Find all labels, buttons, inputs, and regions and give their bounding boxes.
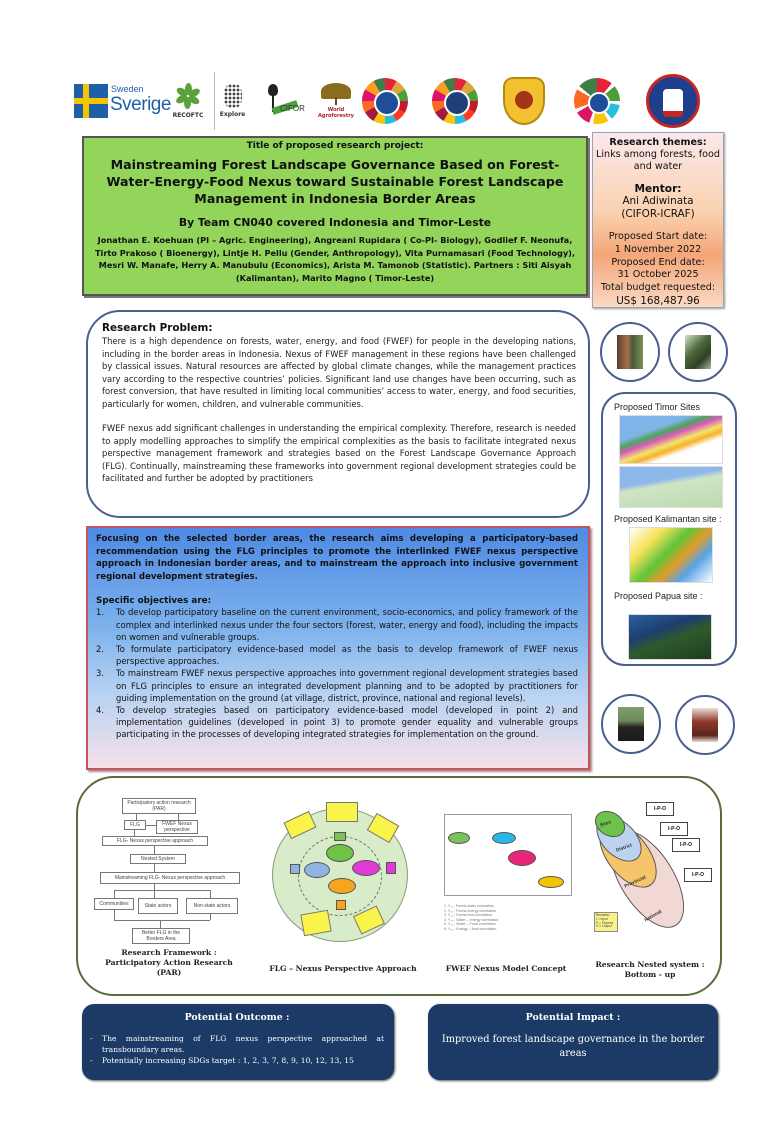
water-node (304, 862, 330, 878)
non-state-actors-box: Non-state actors (186, 898, 238, 914)
mentor-heading: Mentor: (634, 183, 682, 195)
sdg-ring-logo-1 (360, 72, 410, 130)
flg-caption: FLG – Nexus Perspective Approach (269, 964, 417, 973)
nested-caption: Research Nested system : Bottom - up (595, 960, 705, 979)
level-sites: Sites (599, 820, 612, 829)
team-members: Jonathan E. Koehuan (PI – Agric. Engineering), Angreani Rupidara ( Co-PI- Biology), Godlief F. Neonufa, Tirto Prakoso ( Bioenergy), Lintje H. Pellu (Gender, Anthropology), Vita Purnamasari (Food Technology), Mesri W. Manafe, Herry A. Manubulu (Economics), Arista M. Tamonob (Statistic). Partners : Siti Aisyah (Kalimantan), Marito Magno ( Timor-Leste) (94, 235, 576, 283)
sdg-ring-logo-2 (430, 72, 480, 130)
acacia-tree-icon (321, 83, 351, 99)
ipo-box-national: I-P-O (684, 868, 712, 882)
remarks-box: Remarks: I = Input P = Process O = Output (594, 912, 618, 932)
partner-logos (72, 72, 712, 130)
man-photo (618, 707, 644, 741)
food-node (328, 878, 356, 894)
objective-item: 4. To develop strategies based on participatory evidence-based model (developed in point 2) and implementation guidelines (developed in point 3) to promote gender equality and vulnerable groups participating in the processes of developing integrated strategies for implementation on the ground. (96, 705, 578, 740)
themes-text: Links among forests, food and water (596, 149, 720, 172)
objectives-list (96, 606, 578, 740)
research-problem-paragraph: There is a high dependence on forests, water, energy, and food (FWEF) for people in the developing nations, including in the border areas in Indonesia. Nexus of FWEF management in these regions have been challenged by classical issues. Natural resources are affected by global climate changes, while the management practices vary according to the respective countries’ policies. Significant land use changes have been occurring, such as forest conversion, that have resulted in limiting local communities’ access to water, energy, and food securities, particularly for women, children, and vulnerable communities. (102, 336, 576, 409)
cifor-logo: CIFOR (262, 72, 306, 130)
start-date-label: Proposed Start date: (608, 231, 708, 242)
flg-nexus-approach-box: FLG- Nexus perspective approach (102, 836, 208, 846)
outcome-item: - The mainstreaming of FLG nexus perspective approached at transboundary areas. (90, 1034, 384, 1054)
level-provincial: Provincial (624, 875, 647, 890)
flg-box: FLG (124, 820, 146, 830)
forest-ellipse (448, 832, 470, 844)
nested-system-diagram (590, 800, 710, 990)
budget-value: US$ 168,487.96 (616, 294, 700, 307)
forest-photo-1 (600, 322, 660, 382)
ipo-box-sites: I-P-O (646, 802, 674, 816)
sweden-logo-text: Sweden (111, 84, 144, 94)
explore-logo: Explore (214, 72, 250, 130)
potential-impact-box (428, 1004, 718, 1080)
sweden-flag-icon (74, 84, 108, 118)
level-district: District (615, 843, 633, 854)
impact-heading: Potential Impact : (525, 1012, 621, 1023)
shield-icon (503, 77, 545, 125)
research-problem-paragraph: FWEF nexus add significant challenges in understanding the empirical complexity. Therefore, research is needed to apply modelling approaches to simplify the empirical complexities as the basis to facilitate integrated nexus perspective management framework and strategies based on the Forest Landscape Governance Approach (FLG). Continually, mainstreaming these frameworks into government regional development strategies could be facilitated and further be adopted by practitioners (102, 423, 576, 483)
note-box (326, 802, 358, 822)
end-date-label: Proposed End date: (611, 256, 705, 268)
research-aim: Focusing on the selected border areas, the research aims developing a participatory-based recommendation using the FLG principles to promote the interlinked FWEF nexus perspective approach in Indonesian border areas, and to mainstream the approach into inclusive government regional development strategies. (96, 534, 578, 582)
jars-photo (692, 708, 718, 742)
outcome-list (90, 1033, 384, 1066)
energy-square (386, 862, 396, 874)
ipo-box-provincial: I-P-O (672, 838, 700, 852)
timor-map (619, 415, 723, 464)
water-ellipse (492, 832, 516, 844)
mainstreaming-box: Mainstreaming FLG- Nexus perspective approach (100, 872, 240, 884)
recoftc-flower-icon (175, 83, 201, 109)
water-square (290, 864, 300, 874)
person-photo (601, 694, 661, 754)
level-national: National (644, 909, 663, 924)
food-ellipse (538, 876, 564, 888)
objective-item: 3. To mainstream FWEF nexus perspective approaches into government regional development strategies based on FLG principles to ensure an integrated development planning and to be adopted by practitioners for guiding implementation on the ground (at village, district, province, national and regional levels). (96, 668, 578, 703)
project-title: Mainstreaming Forest Landscape Governance Based on Forest-Water-Energy-Food Nexus toward Sustainable Forest Landscape Management in Indonesia Border Areas (106, 157, 564, 206)
nested-system-box: Nested System (130, 854, 186, 864)
par-framework-diagram (94, 796, 262, 976)
outcome-item: - Potentially increasing SDGs target : 1, 2, 3, 7, 8, 9, 10, 12, 13, 15 (90, 1056, 354, 1065)
energy-node (352, 860, 380, 876)
research-problem-heading: Research Problem: (102, 322, 213, 334)
objectives-heading: Specific objectives are: (96, 596, 212, 607)
fwef-perspective-box: FWEF Nexus perspective (156, 820, 198, 834)
timor-sites-label: Proposed Timor Sites (614, 402, 701, 412)
aim-objectives-section (86, 526, 590, 770)
sweden-logo (72, 82, 171, 122)
ipo-box-district: I-P-O (660, 822, 688, 836)
research-problem-section (86, 310, 590, 518)
state-actors-box: State actors (138, 898, 178, 914)
sverige-logo-text: Sverige (110, 94, 171, 115)
forest-node (326, 844, 354, 862)
better-flg-box: Better FLG in the Borders Area (132, 928, 190, 944)
impact-text: Improved forest landscape governance in the border areas (441, 1034, 705, 1059)
themes-heading: Research themes: (609, 137, 707, 148)
explore-dots-icon (224, 84, 242, 108)
objective-item: 1. To develop participatory baseline on the current environment, socio-economics, and policy framework of the complex and interlinked nexus under the four sectors (forest, water, energy and food), including the impacts on women and vulnerable groups. (96, 607, 578, 642)
flg-nexus-diagram (268, 800, 418, 990)
par-box: Participatory action research (PAR) (122, 798, 196, 814)
kalimantan-map (629, 527, 713, 583)
papua-map (628, 614, 712, 660)
universidade-dili-logo (644, 72, 702, 130)
sdg-dots-logo (570, 72, 624, 130)
research-info-box (592, 132, 724, 308)
tree-photo (617, 335, 643, 369)
energy-ellipse (508, 850, 536, 866)
fwef-caption: FWEF Nexus Model Concept (445, 964, 567, 973)
world-agroforestry-logo: World Agroforestry (316, 72, 356, 130)
products-photo (675, 695, 735, 755)
team-line: By Team CN040 covered Indonesia and Timor-Leste (178, 216, 492, 229)
sdg-wheel-icon (362, 78, 408, 124)
proposed-sites-panel (601, 392, 737, 666)
recoftc-logo: RECOFTC (170, 72, 206, 130)
end-date: 31 October 2025 (617, 269, 699, 281)
sdg-dots-icon (574, 78, 620, 124)
outcome-heading: Potential Outcome : (184, 1012, 290, 1023)
correlation-legend: 1. Y₁₂ ; Forest-water correlation 2. Y₁₃ ; Forest-energy correlation 3. Y₁₄ ; Forest-food correlation 4. Y₂₃ ; Water – energy correlation 5. Y₂₄ ; Water – Food correlation 6. Y₃₄ ; Energy – food correlation (444, 904, 499, 931)
mentor-org: (CIFOR-ICRAF) (621, 208, 695, 220)
budget-label: Total budget requested: (600, 282, 716, 294)
forest-square (334, 832, 346, 841)
book-seal-icon (646, 74, 700, 128)
food-square (336, 900, 346, 910)
fwef-model-diagram (442, 814, 574, 994)
papua-site-label: Proposed Papua site : (614, 591, 703, 601)
universitas-cenderawasih-logo (500, 72, 548, 130)
potential-outcome-box (82, 1004, 394, 1080)
tree-photo (685, 335, 711, 369)
title-label: Title of proposed research project: (246, 141, 424, 151)
start-date: 1 November 2022 (614, 243, 702, 255)
kalimantan-site-label: Proposed Kalimantan site : (614, 514, 722, 524)
communities-box: Communities (94, 898, 134, 910)
timor-detail-map (619, 466, 723, 508)
objective-item: 2. To formulate participatory evidence-based model as the basis to develop framework of FWEF nexus perspective approaches. (96, 643, 578, 667)
project-title-box (82, 136, 588, 296)
diagrams-panel (76, 776, 722, 996)
mentor-name: Ani Adiwinata (622, 195, 694, 207)
par-caption: Research Framework : Participatory Action Research (PAR) (105, 948, 233, 977)
sdg-wheel-icon (432, 78, 478, 124)
forest-photo-2 (668, 322, 728, 382)
